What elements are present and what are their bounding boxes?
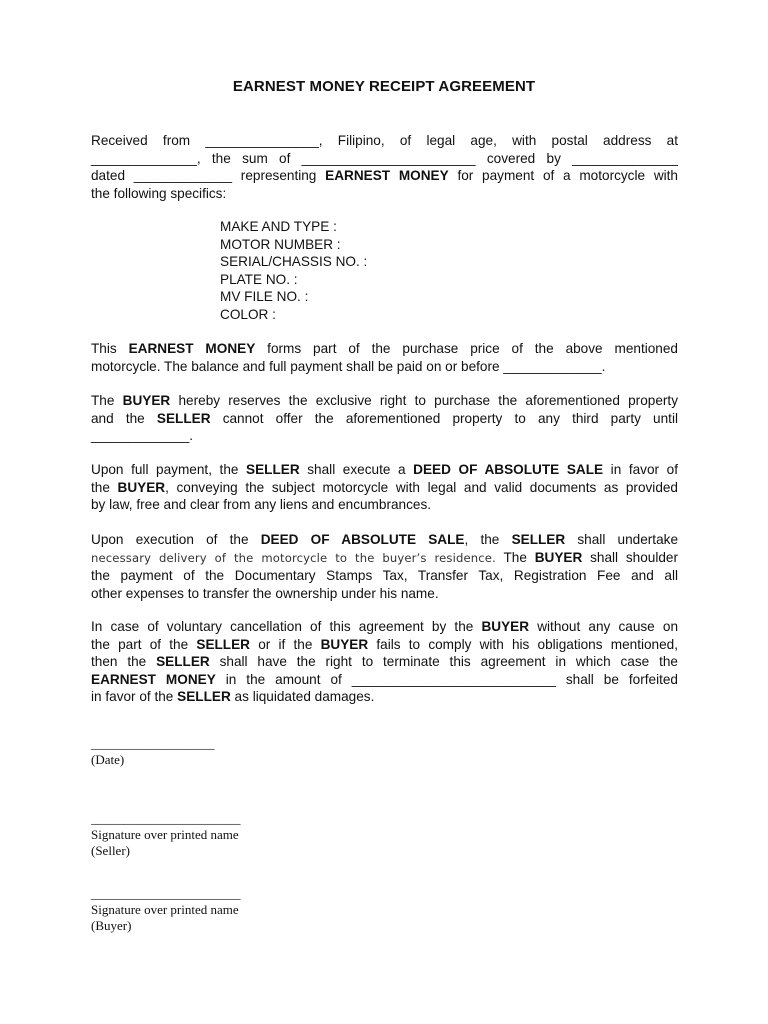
document-title: EARNEST MONEY RECEIPT AGREEMENT <box>232 78 536 95</box>
text-line: other expenses to transfer the ownership under his name. <box>91 585 439 601</box>
text-line: The BUYER hereby reserves the exclusive right to purchase the aforementioned property <box>91 393 678 408</box>
spec-mv-file-no: MV FILE NO. : <box>220 289 309 304</box>
seller-signature-block <box>91 811 241 859</box>
text-line: dated _____________ representing EARNEST MONEY for payment of a motorcycle with <box>91 168 678 183</box>
text-line: In case of voluntary cancellation of this agreement by the BUYER without any cause on <box>91 619 678 634</box>
text-line: Upon full payment, the SELLER shall execute a DEED OF ABSOLUTE SALE in favor of <box>91 462 678 477</box>
signature-line: _______________________ <box>91 886 241 901</box>
buyer-role-label: (Buyer) <box>91 918 132 933</box>
text-line: the following specifics: <box>91 185 227 201</box>
full-payment-paragraph <box>91 461 678 514</box>
text-line: and the SELLER cannot offer the aforementioned property to any third party until <box>91 410 678 426</box>
text-line: EARNEST MONEY in the amount of ___________________________ shall be forfeited <box>91 671 678 687</box>
buyer-reservation-paragraph <box>91 392 678 445</box>
text-line: the BUYER, conveying the subject motorcycle with legal and valid documents as provided <box>91 479 678 495</box>
signature-line: _______________________ <box>91 811 241 826</box>
deed-execution-paragraph <box>91 531 678 602</box>
buyer-signature-block <box>91 886 241 934</box>
received-paragraph <box>91 132 678 202</box>
date-line: ___________________ <box>91 736 215 751</box>
spec-plate-no: PLATE NO. : <box>220 271 298 287</box>
text-line: in favor of the SELLER as liquidated damages. <box>91 689 375 704</box>
signature-label: Signature over printed name <box>91 827 239 842</box>
text-line: the part of the SELLER or if the BUYER fails to comply with his obligations mentioned, <box>91 636 679 652</box>
earnest-money-paragraph <box>91 340 678 375</box>
specifics-list <box>220 218 367 323</box>
text-line: ______________, the sum of _______________________ covered by ______________ <box>91 150 678 166</box>
text-line: necessary delivery of the motorcycle to the buyer’s residence. The BUYER shall shoulder <box>91 549 678 565</box>
seller-role-label: (Seller) <box>91 843 130 858</box>
spec-make-type: MAKE AND TYPE : <box>220 219 337 234</box>
date-label: (Date) <box>91 752 125 767</box>
text-line: Upon execution of the DEED OF ABSOLUTE SALE, the SELLER shall undertake <box>91 532 679 547</box>
text-line: by law, free and clear from any liens and encumbrances. <box>91 497 432 512</box>
text-line: motorcycle. The balance and full payment shall be paid on or before _____________. <box>91 358 606 374</box>
date-block <box>91 736 215 768</box>
spec-color: COLOR : <box>220 306 276 322</box>
text-line: _____________. <box>91 428 194 443</box>
spec-motor-number: MOTOR NUMBER : <box>220 236 341 252</box>
text-line: This EARNEST MONEY forms part of the purchase price of the above mentioned <box>91 341 678 356</box>
text-line: Received from _______________, Filipino, of legal age, with postal address at <box>91 133 678 148</box>
cancellation-paragraph <box>91 618 678 706</box>
spec-serial-chassis: SERIAL/CHASSIS NO. : <box>220 254 368 269</box>
text-line: the payment of the Documentary Stamps Tax, Transfer Tax, Registration Fee and all <box>91 568 678 583</box>
signature-label: Signature over printed name <box>91 902 239 917</box>
text-line: then the SELLER shall have the right to terminate this agreement in which case the <box>91 654 678 669</box>
